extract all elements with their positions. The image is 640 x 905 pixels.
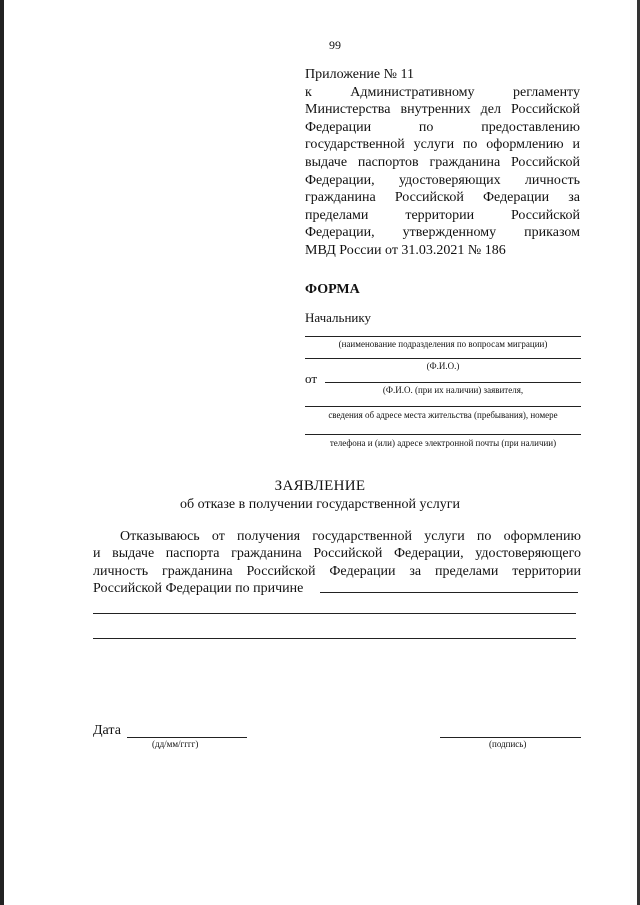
contacts-caption: телефона и (или) адресе электронной почты (при наличии) bbox=[329, 438, 557, 448]
statement-line: и выдаче паспорта гражданина Российской Федерации, удостоверяющего bbox=[93, 546, 581, 562]
appendix-line: МВД России от 31.03.2021 № 186 bbox=[305, 242, 506, 258]
chief-fio-field[interactable] bbox=[305, 358, 581, 359]
applicant-contacts-field[interactable] bbox=[305, 434, 581, 435]
address-caption: сведения об адресе места жительства (пребывания), номере bbox=[328, 410, 558, 420]
date-field[interactable] bbox=[127, 737, 247, 738]
appendix-line: к Административному регламенту bbox=[305, 84, 580, 100]
applicant-fio-caption: (Ф.И.О. (при их наличии) заявителя, bbox=[382, 385, 524, 395]
appendix-line: пределами территории Российской bbox=[305, 207, 580, 223]
statement-line: Отказываюсь от получения государственной услуги по оформлению bbox=[120, 529, 581, 544]
appendix-block bbox=[305, 66, 580, 260]
appendix-line: выдаче паспортов гражданина Российской bbox=[305, 154, 580, 170]
statement-line: Российской Федерации по причине bbox=[93, 581, 304, 597]
statement-subtitle: об отказе в получении государственной услуги bbox=[180, 497, 460, 512]
reason-field-line-3[interactable] bbox=[93, 638, 576, 639]
reason-field-line-2[interactable] bbox=[93, 613, 576, 614]
signature-field[interactable] bbox=[440, 737, 581, 738]
appendix-line: Министерства внутренних дел Российской bbox=[305, 102, 580, 118]
date-label: Дата bbox=[93, 723, 121, 738]
addressee-label: Начальнику bbox=[305, 310, 372, 325]
appendix-line: гражданина Российской Федерации за bbox=[305, 190, 580, 206]
applicant-fio-field[interactable] bbox=[325, 382, 581, 383]
statement-title: ЗАЯВЛЕНИЕ bbox=[274, 478, 366, 494]
reason-field-inline[interactable] bbox=[320, 592, 578, 593]
unit-name-caption: (наименование подразделения по вопросам миграции) bbox=[338, 339, 548, 349]
applicant-address-field[interactable] bbox=[305, 406, 581, 407]
page-number: 99 bbox=[329, 38, 341, 52]
chief-fio-caption: (Ф.И.О.) bbox=[426, 361, 460, 371]
from-label: от bbox=[305, 371, 318, 386]
appendix-line: Федерации по предоставлению bbox=[305, 119, 580, 135]
form-heading: ФОРМА bbox=[305, 282, 360, 297]
appendix-line: Федерации, удостоверяющих личность bbox=[305, 172, 580, 188]
scan-edge-left bbox=[0, 0, 4, 905]
statement-line: личность гражданина Российской Федерации за пределами территории bbox=[93, 563, 581, 579]
signature-caption: (подпись) bbox=[489, 739, 527, 749]
date-caption: (дд/мм/гггг) bbox=[152, 739, 199, 749]
appendix-line: Федерации, утвержденному приказом bbox=[305, 225, 580, 241]
statement-body bbox=[93, 528, 581, 598]
appendix-line: Приложение № 11 bbox=[305, 67, 414, 82]
unit-name-field[interactable] bbox=[305, 336, 581, 337]
appendix-line: государственной услуги по оформлению и bbox=[305, 137, 580, 153]
